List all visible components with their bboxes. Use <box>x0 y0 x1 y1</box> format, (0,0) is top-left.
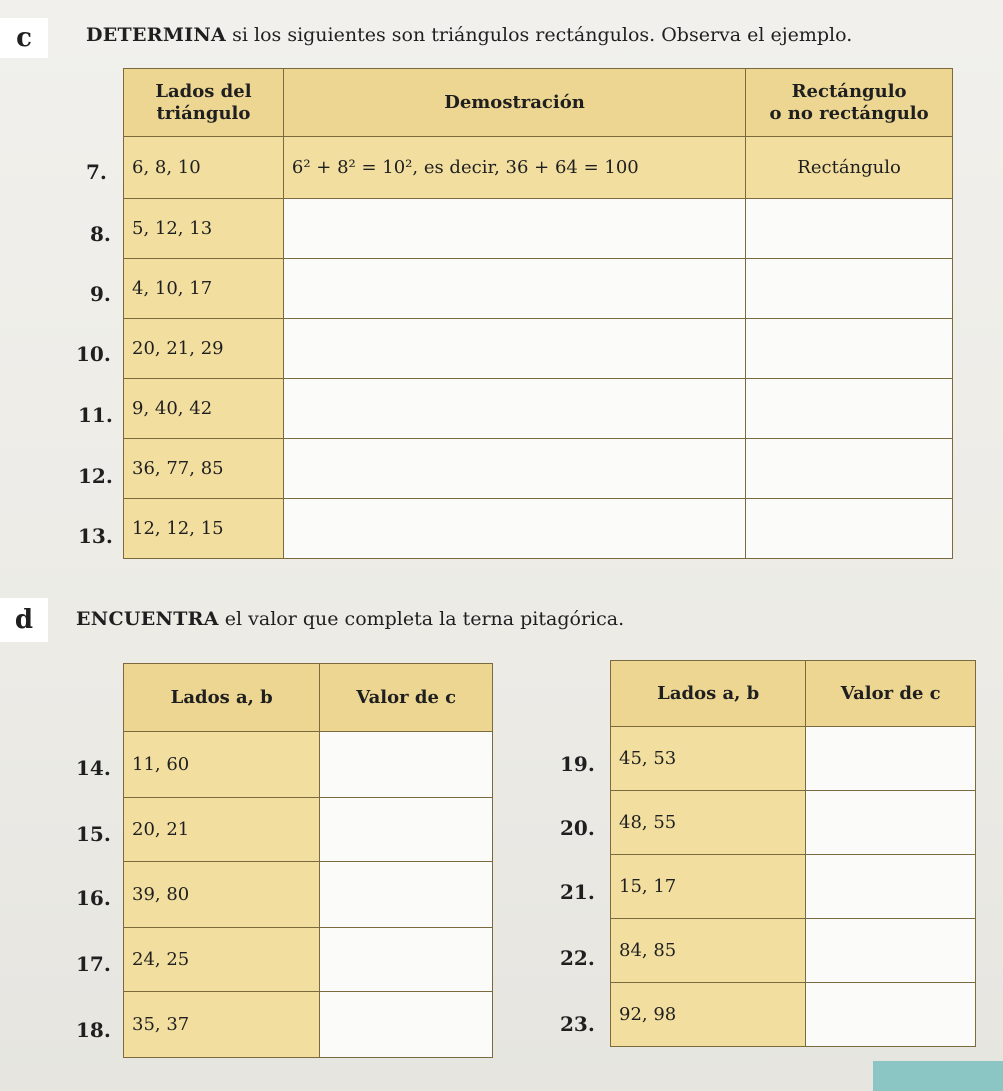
row-number: 15. <box>76 822 111 846</box>
section-d-instruction-text: el valor que completa la terna pitagórica. <box>218 608 625 630</box>
demostracion-cell: 6² + 8² = 10², es decir, 36 + 64 = 100 <box>283 137 745 199</box>
row-number: 10. <box>76 342 111 366</box>
header-demostracion: Demostración <box>283 69 745 137</box>
demostracion-input[interactable] <box>283 319 745 379</box>
pythagorean-table-left <box>123 663 493 1058</box>
table-row <box>124 499 953 559</box>
table-row <box>124 439 953 499</box>
lados-cell: 5, 12, 13 <box>124 199 284 259</box>
section-c-letter: c <box>0 18 48 58</box>
table-row <box>124 259 953 319</box>
demostracion-input[interactable] <box>283 199 745 259</box>
valor-c-input[interactable] <box>806 791 976 855</box>
resultado-input[interactable] <box>746 199 953 259</box>
row-number: 19. <box>560 752 595 776</box>
resultado-cell: Rectángulo <box>746 137 953 199</box>
header-valor-c: Valor de c <box>806 661 976 727</box>
header-resultado-line1: Rectángulo <box>791 80 907 102</box>
table-row <box>124 732 493 798</box>
table-header-row <box>124 69 953 137</box>
lados-cell: 45, 53 <box>611 727 806 791</box>
table-row <box>611 791 976 855</box>
resultado-input[interactable] <box>746 439 953 499</box>
lados-cell: 11, 60 <box>124 732 320 798</box>
valor-c-input[interactable] <box>320 732 493 798</box>
demostracion-input[interactable] <box>283 439 745 499</box>
lados-cell: 6, 8, 10 <box>124 137 284 199</box>
table-row <box>124 319 953 379</box>
table-row <box>124 992 493 1058</box>
resultado-input[interactable] <box>746 499 953 559</box>
section-c-instruction-verb: DETERMINA <box>86 24 227 46</box>
table-row <box>611 919 976 983</box>
row-number: 9. <box>90 282 111 306</box>
section-c-instruction-text: si los siguientes son triángulos rectángulos. Observa el ejemplo. <box>226 24 853 46</box>
row-number: 23. <box>560 1012 595 1036</box>
header-lados-ab: Lados a, b <box>124 664 320 732</box>
table-row <box>124 379 953 439</box>
header-valor-c: Valor de c <box>320 664 493 732</box>
section-c-instruction <box>86 24 852 46</box>
right-triangle-table <box>123 68 953 559</box>
lados-cell: 20, 21 <box>124 798 320 862</box>
table-row <box>611 983 976 1047</box>
valor-c-input[interactable] <box>806 919 976 983</box>
lados-cell: 92, 98 <box>611 983 806 1047</box>
resultado-input[interactable] <box>746 379 953 439</box>
valor-c-input[interactable] <box>806 855 976 919</box>
row-number: 13. <box>78 524 113 548</box>
header-resultado-line2: o no rectángulo <box>769 102 929 124</box>
row-number: 18. <box>76 1018 111 1042</box>
section-d-instruction <box>76 608 624 630</box>
valor-c-input[interactable] <box>320 862 493 928</box>
table-row <box>611 727 976 791</box>
valor-c-input[interactable] <box>806 727 976 791</box>
lados-cell: 39, 80 <box>124 862 320 928</box>
section-d-instruction-verb: ENCUENTRA <box>76 608 219 630</box>
header-resultado <box>746 69 953 137</box>
header-lados <box>124 69 284 137</box>
row-number: 21. <box>560 880 595 904</box>
valor-c-input[interactable] <box>320 992 493 1058</box>
demostracion-input[interactable] <box>283 379 745 439</box>
header-lados-line1: Lados del <box>155 80 252 102</box>
page-corner-decoration <box>873 1061 1003 1091</box>
table-row <box>124 199 953 259</box>
row-number: 12. <box>78 464 113 488</box>
lados-cell: 35, 37 <box>124 992 320 1058</box>
lados-cell: 4, 10, 17 <box>124 259 284 319</box>
section-d-letter: d <box>0 598 48 642</box>
table-row <box>124 798 493 862</box>
lados-cell: 20, 21, 29 <box>124 319 284 379</box>
header-lados-ab: Lados a, b <box>611 661 806 727</box>
demostracion-input[interactable] <box>283 499 745 559</box>
header-lados-line2: triángulo <box>156 102 251 124</box>
row-number: 16. <box>76 886 111 910</box>
lados-cell: 36, 77, 85 <box>124 439 284 499</box>
resultado-input[interactable] <box>746 259 953 319</box>
row-number: 8. <box>90 222 111 246</box>
lados-cell: 15, 17 <box>611 855 806 919</box>
row-number: 14. <box>76 756 111 780</box>
row-number: 7. <box>86 160 107 184</box>
row-number: 20. <box>560 816 595 840</box>
table-row <box>124 862 493 928</box>
row-number: 17. <box>76 952 111 976</box>
table-header-row <box>611 661 976 727</box>
demostracion-input[interactable] <box>283 259 745 319</box>
row-number: 11. <box>78 403 113 427</box>
row-number: 22. <box>560 946 595 970</box>
pythagorean-table-right <box>610 660 976 1047</box>
table-row <box>611 855 976 919</box>
lados-cell: 9, 40, 42 <box>124 379 284 439</box>
table-row <box>124 928 493 992</box>
table-row <box>124 137 953 199</box>
valor-c-input[interactable] <box>806 983 976 1047</box>
resultado-input[interactable] <box>746 319 953 379</box>
lados-cell: 48, 55 <box>611 791 806 855</box>
lados-cell: 24, 25 <box>124 928 320 992</box>
valor-c-input[interactable] <box>320 798 493 862</box>
lados-cell: 12, 12, 15 <box>124 499 284 559</box>
valor-c-input[interactable] <box>320 928 493 992</box>
lados-cell: 84, 85 <box>611 919 806 983</box>
table-header-row <box>124 664 493 732</box>
